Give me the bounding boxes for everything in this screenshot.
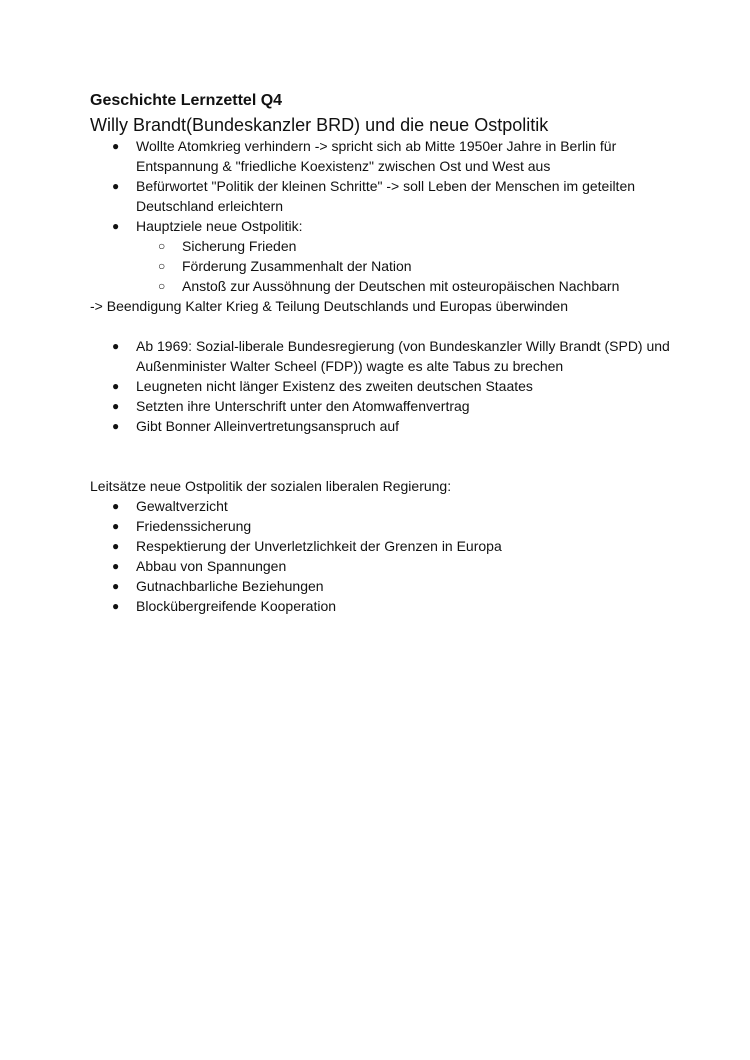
list-item xyxy=(90,136,670,176)
bullet-list xyxy=(90,136,670,236)
sub-list-item xyxy=(90,256,670,276)
list-item-text: Setzten ihre Unterschrift unter den Atomwaffenvertrag xyxy=(136,398,470,414)
list-item xyxy=(90,216,670,236)
list-item xyxy=(90,556,670,576)
list-item-text: Respektierung der Unverletzlichkeit der Grenzen in Europa xyxy=(136,538,502,554)
list-item-text: Friedenssicherung xyxy=(136,518,252,534)
list-item xyxy=(90,516,670,536)
bullet-icon: ● xyxy=(112,539,120,553)
section-government xyxy=(90,336,670,436)
circle-bullet-icon: ○ xyxy=(158,259,166,273)
list-item xyxy=(90,416,670,436)
bullet-icon: ● xyxy=(112,379,120,393)
bullet-icon: ● xyxy=(112,339,120,353)
bullet-icon: ● xyxy=(112,179,120,193)
bullet-icon: ● xyxy=(112,399,120,413)
bullet-icon: ● xyxy=(112,419,120,433)
bullet-list xyxy=(90,336,670,436)
list-item-text: Abbau von Spannungen xyxy=(136,558,287,574)
sub-list-item-text: Anstoß zur Aussöhnung der Deutschen mit osteuropäischen Nachbarn xyxy=(182,278,620,294)
sub-list-item-text: Förderung Zusammenhalt der Nation xyxy=(182,258,412,274)
list-item-text: Blockübergreifende Kooperation xyxy=(136,598,337,614)
list-item-text: Hauptziele neue Ostpolitik: xyxy=(136,218,303,234)
bullet-icon: ● xyxy=(112,559,120,573)
document-title: Geschichte Lernzettel Q4 xyxy=(90,92,283,109)
list-item xyxy=(90,596,670,616)
bullet-icon: ● xyxy=(112,219,120,233)
conclusion-line: -> Beendigung Kalter Krieg & Teilung Deutschlands und Europas überwinden xyxy=(90,298,569,314)
bullet-icon: ● xyxy=(112,599,120,613)
list-item-text: Gibt Bonner Alleinvertretungsanspruch auf xyxy=(136,418,400,434)
list-item xyxy=(90,336,670,376)
list-item xyxy=(90,576,670,596)
list-item xyxy=(90,176,670,216)
bullet-icon: ● xyxy=(112,139,120,153)
circle-bullet-icon: ○ xyxy=(158,239,166,253)
section-principles xyxy=(90,476,670,616)
list-item-text: Leugneten nicht länger Existenz des zweiten deutschen Staates xyxy=(136,378,533,394)
document-subtitle: Willy Brandt(Bundeskanzler BRD) und die neue Ostpolitik xyxy=(90,115,549,135)
list-item xyxy=(90,396,670,416)
sub-list-item xyxy=(90,276,670,296)
bullet-icon: ● xyxy=(112,579,120,593)
list-item-text: Gewaltverzicht xyxy=(136,498,228,514)
bullet-icon: ● xyxy=(112,519,120,533)
circle-bullet-icon: ○ xyxy=(158,279,166,293)
bullet-list xyxy=(90,496,670,616)
list-item xyxy=(90,376,670,396)
section-heading: Leitsätze neue Ostpolitik der sozialen liberalen Regierung: xyxy=(90,478,452,494)
list-item xyxy=(90,496,670,516)
sub-list-item xyxy=(90,236,670,256)
section-brandt-goals xyxy=(90,136,670,316)
list-item-text: Befürwortet "Politik der kleinen Schritte" -> soll Leben der Menschen im geteilten Deutschland erleichtern xyxy=(136,178,636,214)
sub-bullet-list xyxy=(90,236,670,296)
list-item-text: Wollte Atomkrieg verhindern -> spricht sich ab Mitte 1950er Jahre in Berlin für Entspannung & "friedliche Koexistenz" zwischen Ost und West aus xyxy=(136,138,617,174)
bullet-icon: ● xyxy=(112,499,120,513)
list-item xyxy=(90,536,670,556)
sub-list-item-text: Sicherung Frieden xyxy=(182,238,297,254)
list-item-text: Gutnachbarliche Beziehungen xyxy=(136,578,324,594)
list-item-text: Ab 1969: Sozial-liberale Bundesregierung (von Bundeskanzler Willy Brandt (SPD) und Außenminister Walter Scheel (FDP)) wagte es alte Tabus zu brechen xyxy=(136,338,670,374)
